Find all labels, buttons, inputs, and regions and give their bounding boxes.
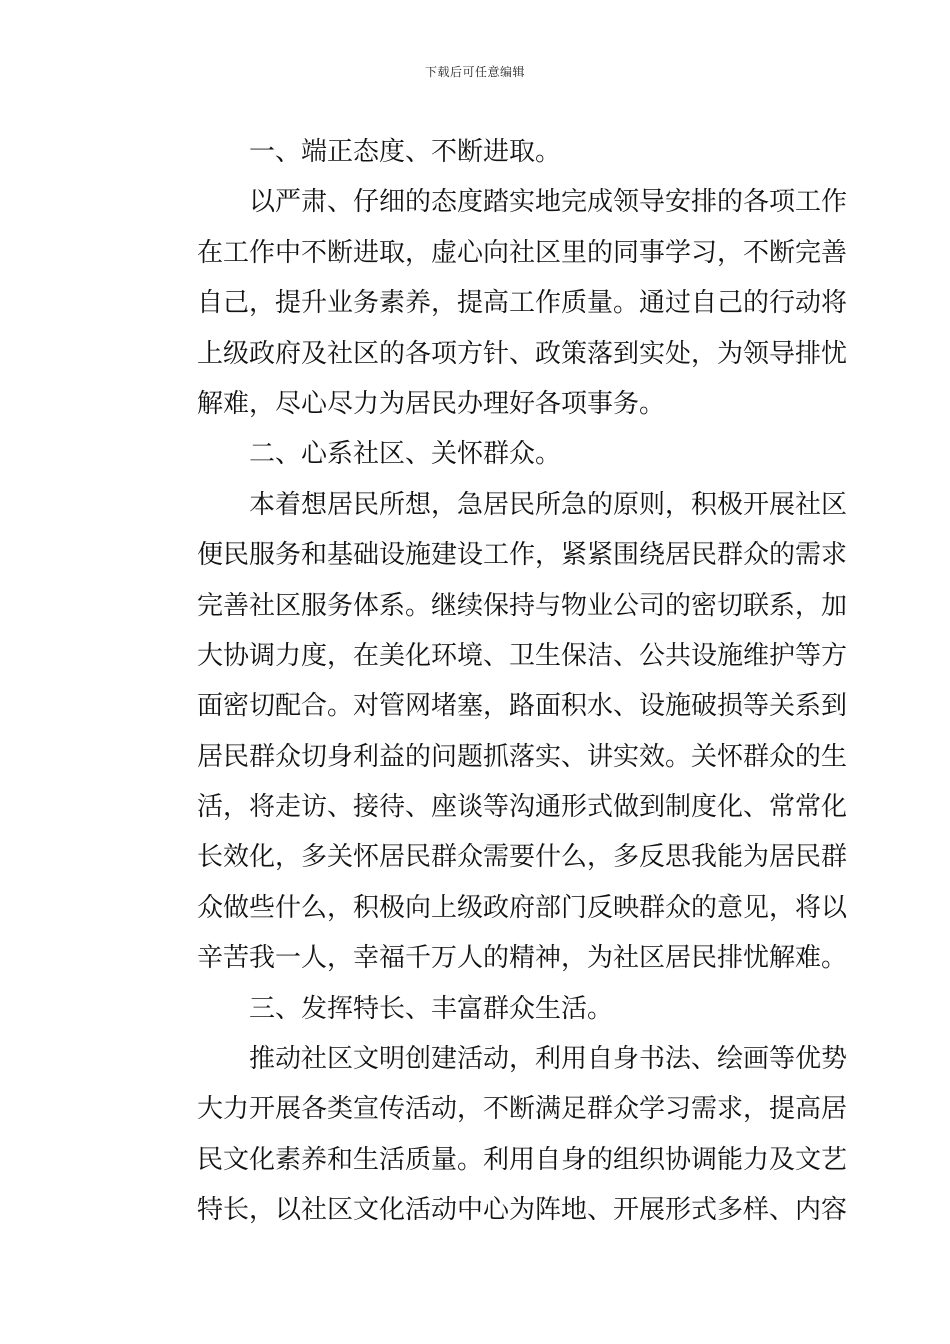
text-line: 自己，提升业务素养，提高工作质量。通过自己的行动将: [197, 288, 848, 319]
section-heading-1: [145, 127, 809, 177]
section-heading-2: [145, 429, 809, 479]
paragraph-1: [145, 177, 848, 429]
text-line: 活，将走访、接待、座谈等沟通形式做到制度化、常常化: [197, 792, 848, 823]
text-line: 长效化，多关怀居民群众需要什么，多反思我能为居民群: [197, 842, 848, 873]
text-line: 一、端正态度、不断进取。: [249, 137, 562, 167]
text-line: 推动社区文明创建活动，利用自身书法、绘画等优势: [249, 1044, 848, 1075]
text-line: 本着想居民所想，急居民所急的原则，积极开展社区: [249, 489, 848, 520]
text-line: 大协调力度，在美化环境、卫生保洁、公共设施维护等方: [197, 640, 848, 671]
text-line: 特长，以社区文化活动中心为阵地、开展形式多样、内容: [197, 1195, 848, 1226]
text-line: 上级政府及社区的各项方针、政策落到实处，为领导排忧: [197, 338, 848, 369]
text-line: 便民服务和基础设施建设工作，紧紧围绕居民群众的需求: [197, 540, 848, 571]
document-body: [145, 127, 848, 1236]
text-line: 辛苦我一人，幸福千万人的精神，为社区居民排忧解难。: [197, 943, 848, 974]
text-line: 居民群众切身利益的问题抓落实、讲实效。关怀群众的生: [197, 741, 848, 772]
text-line: 解难，尽心尽力为居民办理好各项事务。: [197, 388, 666, 419]
text-line: 以严肃、仔细的态度踏实地完成领导安排的各项工作: [249, 187, 848, 218]
section-heading-3: [145, 984, 809, 1034]
text-line: 大力开展各类宣传活动，不断满足群众学习需求，提高居: [197, 1094, 848, 1125]
text-line: 完善社区服务体系。继续保持与物业公司的密切联系，加: [197, 590, 848, 621]
text-line: 民文化素养和生活质量。利用自身的组织协调能力及文艺: [197, 1144, 848, 1175]
page-header: 下载后可任意编辑: [424, 65, 525, 79]
paragraph-3: [145, 1034, 848, 1236]
text-line: 三、发挥特长、丰富群众生活。: [249, 993, 614, 1024]
text-line: 众做些什么，积极向上级政府部门反映群众的意见，将以: [197, 892, 848, 923]
text-line: 面密切配合。对管网堵塞，路面积水、设施破损等关系到: [197, 691, 848, 722]
text-line: 二、心系社区、关怀群众。: [249, 439, 562, 470]
text-line: 在工作中不断进取，虚心向社区里的同事学习，不断完善: [197, 237, 848, 268]
paragraph-2: [145, 480, 848, 984]
